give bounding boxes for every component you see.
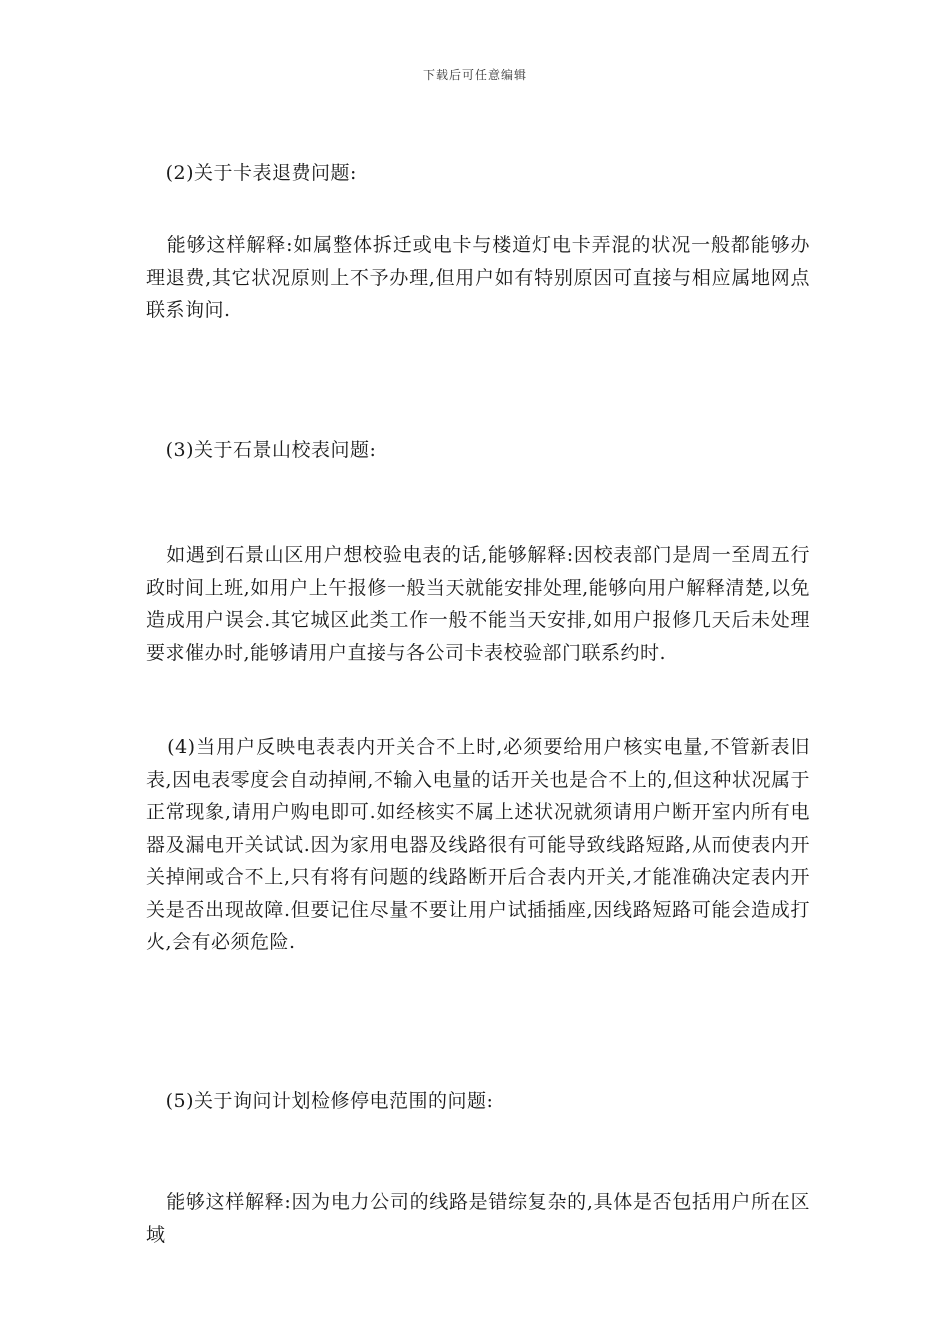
section-2-body: 能够这样解释:如属整体拆迁或电卡与楼道灯电卡弄混的状况一般都能够办理退费,其它状况原则上不予办理,但用户如有特别原因可直接与相应属地网点联系询问.	[146, 234, 810, 321]
section-3-heading: (3)关于石景山校表问题:	[146, 439, 377, 461]
section-2-heading: (2)关于卡表退费问题:	[146, 162, 357, 184]
section-3-body: 如遇到石景山区用户想校验电表的话,能够解释:因校表部门是周一至周五行政时间上班,如用户上午报修一般当天就能安排处理,能够向用户解释清楚,以免造成用户误会.其它城区此类工作一般不能当天安排,如用户报修几天后未处理要求催办时,能够请用户直接与各公司卡表校验部门联系约时.	[146, 544, 810, 664]
section-5-heading: (5)关于询问计划检修停电范围的问题:	[146, 1090, 494, 1112]
section-4-body: (4)当用户反映电表表内开关合不上时,必须要给用户核实电量,不管新表旧表,因电表零度会自动掉闸,不输入电量的话开关也是合不上的,但这种状况属于正常现象,请用户购电即可.如经核实不属上述状况就须请用户断开室内所有电器及漏电开关试试.因为家用电器及线路很有可能导致线路短路,从而使表内开关掉闸或合不上,只有将有问题的线路断开后合表内开关,才能准确决定表内开关是否出现故障.但要记住尽量不要让用户试插插座,因线路短路可能会造成打火,会有必须危险.	[146, 736, 810, 953]
page-header: 下载后可任意编辑	[422, 68, 527, 82]
section-5-body: 能够这样解释:因为电力公司的线路是错综复杂的,具体是否包括用户所在区域	[146, 1191, 810, 1246]
